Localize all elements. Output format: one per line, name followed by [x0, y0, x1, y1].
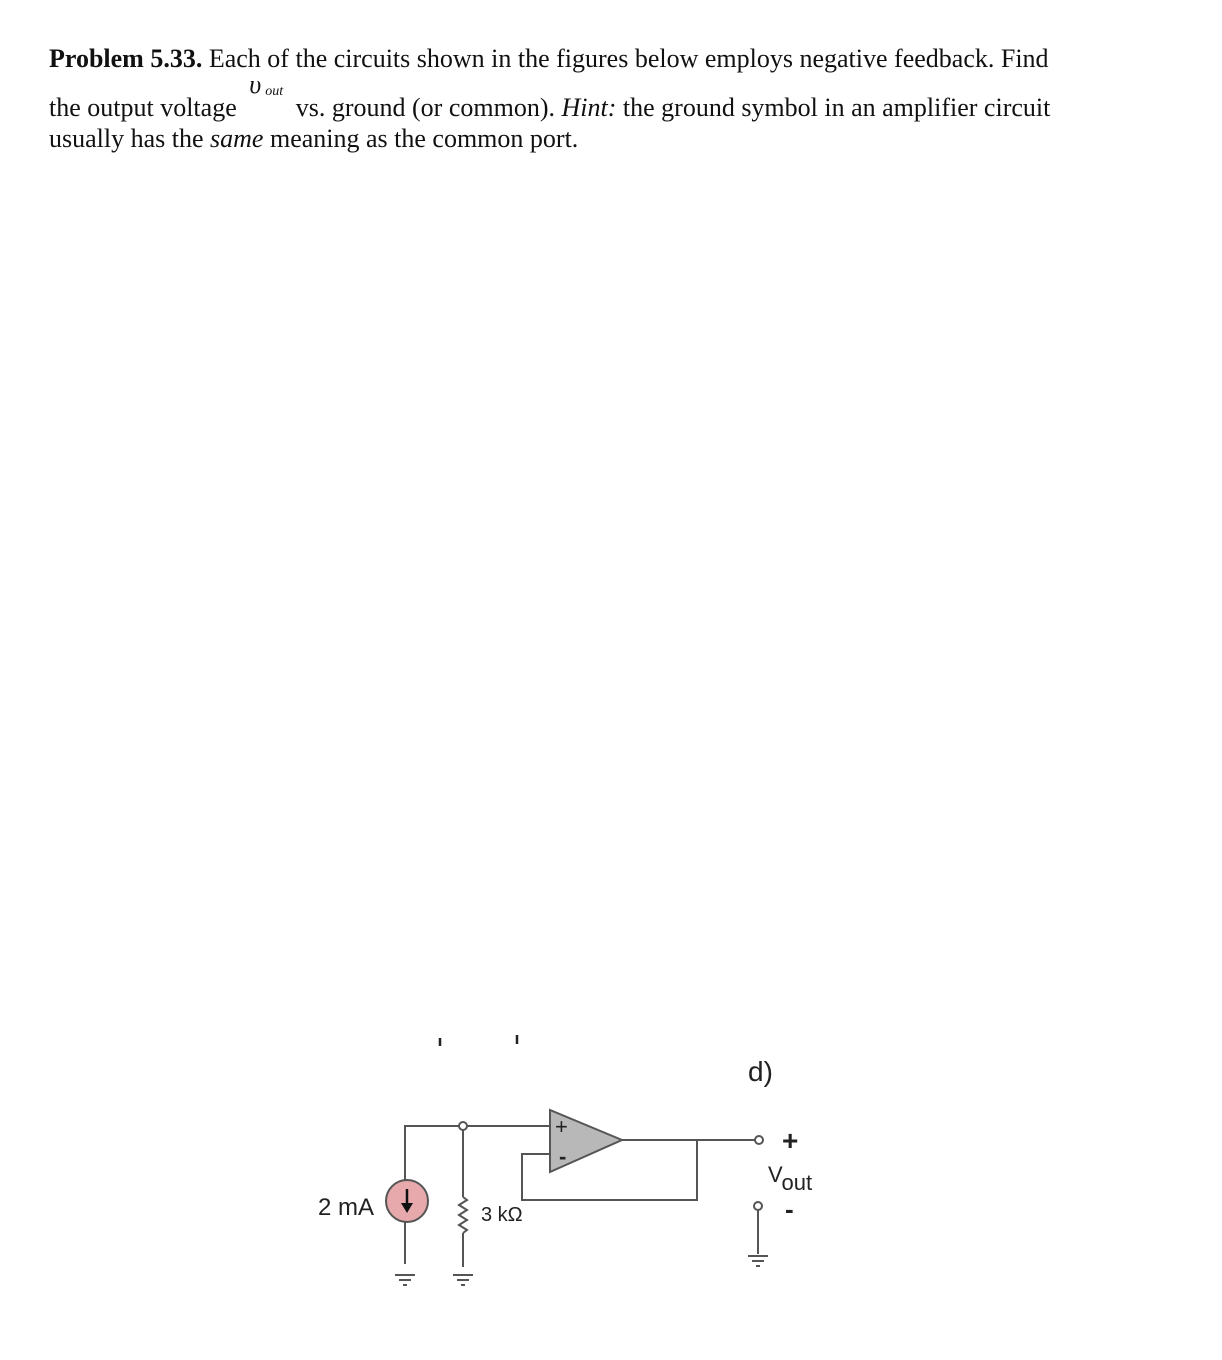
part-label: d): [748, 1056, 773, 1087]
vout-minus-label: -: [785, 1194, 794, 1224]
problem-number: Problem 5.33.: [49, 44, 203, 73]
hint-label: Hint:: [561, 93, 617, 122]
vout-symbol: υ: [249, 70, 262, 99]
ground-icon: [748, 1256, 768, 1266]
junction-node: [459, 1122, 467, 1130]
current-source: [386, 1180, 428, 1222]
vout-plus-label: +: [782, 1125, 799, 1156]
vout-label: [768, 1162, 812, 1195]
problem-text-2b: vs. ground (or common).: [295, 93, 555, 122]
feedback-wire: [522, 1140, 697, 1200]
resistor-label: 3 kΩ: [481, 1204, 523, 1226]
resistor-zigzag: [459, 1197, 467, 1233]
vout-v: V: [768, 1162, 782, 1187]
vout-subscript: out: [265, 84, 284, 99]
op-amp-plus-label: +: [555, 1114, 568, 1139]
ground-icon: [453, 1275, 473, 1285]
problem-text-1: Each of the circuits shown in the figures below employs negative feedback. Find: [208, 44, 1049, 73]
op-amp-minus-label: -: [559, 1144, 567, 1169]
problem-text-3a: usually has the: [49, 124, 204, 153]
op-amp: [550, 1110, 622, 1172]
problem-text-2a: the output voltage: [49, 93, 237, 122]
vout-subscript-label: out: [781, 1170, 813, 1195]
emphasis-same: same: [210, 124, 264, 153]
source-label: 2 mA: [318, 1194, 375, 1221]
ground-icon: [395, 1275, 415, 1285]
problem-text-3b: meaning as the common port.: [269, 124, 579, 153]
problem-text-2c: the ground symbol in an amplifier circuit: [622, 93, 1051, 122]
vout-minus-terminal: [754, 1202, 762, 1210]
vout-plus-terminal: [755, 1136, 763, 1144]
